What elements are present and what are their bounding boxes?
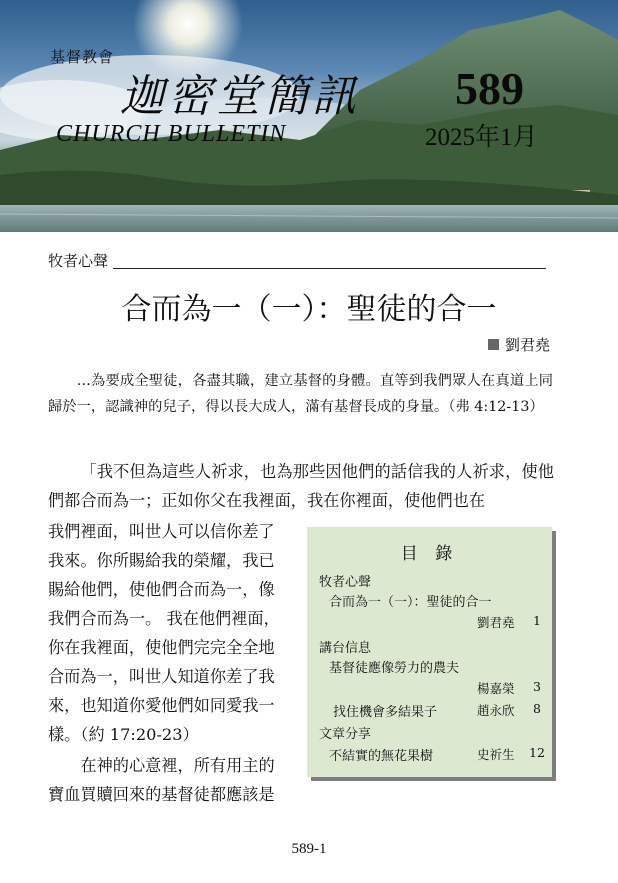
toc-item-title[interactable]: 不結實的無花果樹 [329, 749, 434, 764]
intro-quote: …為要成全聖徒，各盡其職，建立基督的身體。直等到我們眾人在真道上同歸於一，認識神的兒子，得以長大成人，滿有基督長成的身量。（弗 4:12-13） [48, 373, 553, 415]
toc-item-title[interactable]: 基督徒應像勞力的農夫 [329, 661, 460, 676]
square-bullet-icon [488, 339, 499, 350]
toc-section-heading: 文章分享 [319, 727, 372, 742]
toc-item-author: 史祈生 [477, 747, 515, 762]
toc-section-heading: 牧者心聲 [319, 575, 372, 590]
body-line: 我們合而為一。 我在他們裡面， [48, 609, 280, 628]
toc-item-page: 12 [529, 745, 545, 760]
toc-title: 目 錄 [400, 544, 459, 564]
masthead-banner [0, 0, 618, 232]
table-of-contents [307, 527, 552, 777]
bulletin-subtitle: CHURCH BULLETIN [56, 121, 287, 147]
body-line: 我來。你所賜給我的榮耀，我已 [48, 551, 275, 570]
toc-item-author: 楊嘉榮 [477, 681, 515, 696]
page-number: 589-1 [291, 841, 327, 857]
toc-item-page: 3 [533, 679, 541, 694]
body-line: 賜給他們，使他們合而為一，像 [48, 580, 275, 599]
author-line [488, 334, 550, 355]
church-name-prefix: 基督教會 [50, 48, 115, 66]
issue-number: 589 [455, 63, 524, 114]
section-rule [113, 268, 546, 269]
body-line: 寶血買贖回來的基督徒都應該是 [48, 785, 275, 804]
body-line: 合而為一，叫世人知道你差了我 [48, 667, 275, 686]
body-paragraph-column [48, 517, 292, 749]
section-label: 牧者心聲 [48, 252, 109, 270]
body-line: 來，也知道你愛他們如同愛我一 [48, 696, 275, 715]
bulletin-title: 迦密堂簡訊 [120, 71, 360, 122]
toc-item-author: 劉君堯 [477, 615, 515, 630]
issue-date: 2025年1月 [425, 124, 538, 151]
body-line: 我們裡面，叫世人可以信你差了 [48, 522, 275, 541]
toc-item-title[interactable]: 合而為一（一）：聖徒的合一 [329, 595, 492, 610]
body-paragraph-second [48, 751, 292, 809]
article-title: 合而為一（一）：聖徒的合一 [121, 292, 497, 327]
body-line: 樣。（約 17:20-23） [48, 725, 199, 744]
toc-item-page: 1 [533, 613, 541, 628]
toc-section-heading: 講台信息 [319, 641, 372, 656]
article-author: 劉君堯 [504, 336, 550, 354]
body-paragraph-top: 「我不但為這些人祈求，也為那些因他們的話信我的人祈求，使他們都合而為一；正如你父在我裡面，我在你裡面，使他們也在 [48, 462, 554, 510]
toc-item-title[interactable]: 找住機會多結果子 [333, 705, 438, 720]
body-line: 在神的心意裡，所有用主的 [80, 756, 275, 775]
body-line: 你在我裡面，使他們完完全全地 [48, 638, 275, 657]
toc-item-page: 8 [533, 701, 541, 716]
toc-item-author: 趙永欣 [477, 703, 515, 718]
